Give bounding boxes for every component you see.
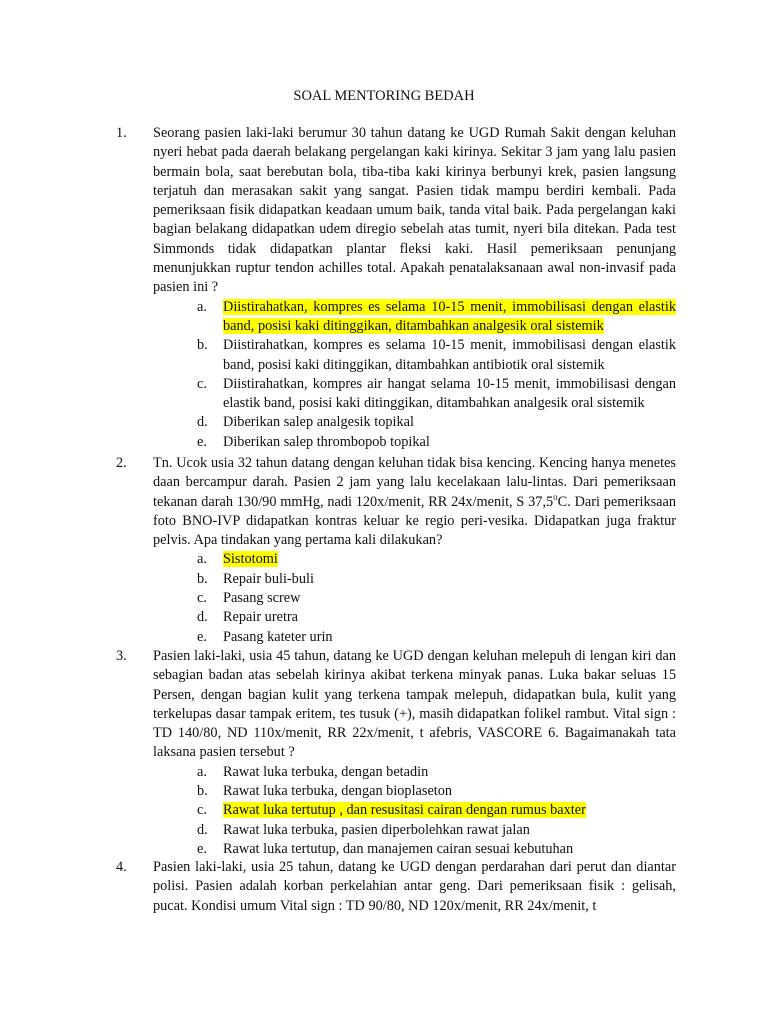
- option-d: [153, 821, 676, 840]
- option-text-highlighted: Rawat luka tertutup , dan resusitasi cairan dengan rumus baxter: [223, 802, 586, 819]
- option-text-highlighted: Sistotomi: [223, 551, 278, 568]
- option-e: [153, 433, 676, 452]
- question-number: 2.: [116, 455, 127, 471]
- option-letter: a.: [197, 298, 207, 315]
- question-text: Pasien laki-laki, usia 25 tahun, datang ke UGD dengan perdarahan dari perut dan diantar polisi. Pasien adalah korban perkelahian antar geng. Dari pemeriksaan fisik : gelisah, pucat. Kondisi umum Vital sign : TD 90/80, ND 120x/menit, RR 24x/menit, t: [153, 859, 676, 914]
- question-text: [153, 454, 676, 550]
- option-letter: a.: [197, 763, 207, 780]
- option-text: Diberikan salep thrombopob topikal: [223, 433, 430, 450]
- option-text: Pasang kateter urin: [223, 628, 333, 645]
- option-letter: e.: [197, 840, 207, 857]
- option-text: Diberikan salep analgesik topikal: [223, 414, 414, 431]
- option-d: [153, 413, 676, 432]
- option-e: [153, 628, 676, 647]
- option-c: [153, 375, 676, 414]
- option-list: [153, 298, 676, 452]
- option-text: Rawat luka tertutup, dan manajemen cairan sesuai kebutuhan: [223, 840, 574, 857]
- question-text-part-2: C. Dari pemeriksaan foto BNO-IVP didapatkan kontras keluar ke regio peri-vesika. Didapatkan juga fraktur pelvis. Apa tindakan yang pertama kali dilakukan?: [153, 493, 676, 549]
- option-letter: b.: [197, 570, 208, 587]
- option-text: Rawat luka terbuka, dengan betadin: [223, 763, 429, 780]
- option-letter: d.: [197, 414, 208, 431]
- question-stem: [153, 124, 676, 452]
- option-letter: d.: [197, 609, 208, 626]
- option-c: [153, 801, 676, 820]
- option-letter: d.: [197, 821, 208, 838]
- page-title: SOAL MENTORING BEDAH: [293, 88, 475, 104]
- option-b: [153, 336, 676, 375]
- option-text: Diistirahatkan, kompres air hangat selama 10-15 menit, immobilisasi dengan elastik band, posisi kaki ditinggikan, ditambahkan analgesik oral sistemik: [223, 375, 676, 412]
- option-list: [153, 550, 676, 646]
- question-3: [116, 647, 676, 859]
- question-stem: [153, 647, 676, 859]
- question-stem: [153, 454, 676, 647]
- option-text: Diistirahatkan, kompres es selama 10-15 menit, immobilisasi dengan elastik band, posisi kaki ditinggikan, ditambahkan antibiotik oral sistemik: [223, 337, 676, 373]
- option-letter: e.: [197, 433, 207, 450]
- option-letter: c.: [197, 375, 207, 392]
- option-c: [153, 589, 676, 608]
- option-text: Repair buli-buli: [223, 570, 314, 587]
- question-text: Pasien laki-laki, usia 45 tahun, datang ke UGD dengan keluhan melepuh di lengan kiri dan sebagian badan atas sebelah kirinya akibat terkena minyak panas. Luka bakar seluas 15 Persen, dengan bagian kulit yang terkena tampak melepuh, didapatkan bula, kulit yang terkelupas dasar tampak eritem, tes tusuk (+), masih didapatkan folikel rambut. Vital sign : TD 140/80, ND 110x/menit, RR 22x/menit, t afebris, VASCORE 6. Bagaimanakah tata laksana pasien tersebut ?: [153, 648, 676, 761]
- option-d: [153, 608, 676, 627]
- option-text: Repair uretra: [223, 609, 299, 626]
- option-letter: b.: [197, 337, 208, 354]
- option-letter: c.: [197, 590, 207, 607]
- option-e: [153, 840, 676, 859]
- option-b: [153, 570, 676, 589]
- option-letter: e.: [197, 628, 207, 645]
- option-list: [153, 763, 676, 859]
- question-1: [116, 124, 676, 452]
- question-4: [116, 858, 676, 916]
- option-text-highlighted: Diistirahatkan, kompres es selama 10-15 menit, immobilisasi dengan elastik band, posisi kaki ditinggikan, ditambahkan analgesik oral sistemik: [223, 298, 676, 334]
- option-letter: a.: [197, 551, 207, 568]
- question-2: [116, 454, 676, 647]
- option-letter: c.: [197, 802, 207, 819]
- option-text: Pasang screw: [223, 590, 301, 607]
- option-a: [153, 298, 676, 337]
- option-letter: b.: [197, 783, 208, 800]
- question-number: 1.: [116, 125, 127, 141]
- option-text: Rawat luka terbuka, dengan bioplaseton: [223, 783, 453, 800]
- option-a: [153, 550, 676, 569]
- option-b: [153, 782, 676, 801]
- question-text-part-1: Tn. Ucok usia 32 tahun datang dengan keluhan tidak bisa kencing. Kencing hanya menetes daan bercampur darah. Pasien 2 jam yang lalu kecelakaan lalu-lintas. Dari pemeriksaan tekanan darah 130/90 mmHg, nadi 120x/menit, RR 24x/menit, S 37,5: [153, 455, 676, 510]
- question-stem: [153, 858, 676, 916]
- question-text: Seorang pasien laki-laki berumur 30 tahun datang ke UGD Rumah Sakit dengan keluhan nyeri hebat pada daerah belakang pergelangan kaki kirinya. Sekitar 3 jam yang lalu pasien bermain bola, saat berebutan bola, tiba-tiba kaki kirinya berbunyi krek, pasien langsung terjatuh dan merasakan sakit yang sangat. Pasien tidak mampu berdiri kembali. Pada pemeriksaan fisik didapatkan keadaan umum baik, tanda vital baik. Pada pergelangan kaki bagian belakang didapatkan udem diregio sebelah atas tumit, nyeri bila ditekan. Pada test Simmonds tidak didapatkan plantar fleksi kaki. Hasil pemeriksaan penunjang menunjukkan ruptur tendon achilles total. Apakah penatalaksanaan awal non-invasif pada pasien ini ?: [153, 125, 676, 296]
- degree-superscript: o: [553, 491, 558, 502]
- question-number: 3.: [116, 648, 127, 664]
- question-number: 4.: [116, 859, 127, 875]
- option-text: Rawat luka terbuka, pasien diperbolehkan rawat jalan: [223, 821, 530, 838]
- option-a: [153, 763, 676, 782]
